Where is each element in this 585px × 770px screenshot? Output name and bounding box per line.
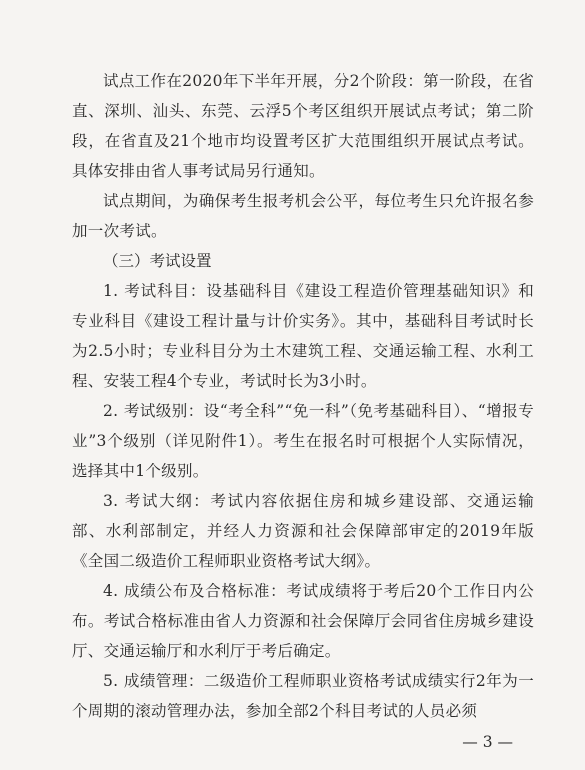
item-exam-levels: 2. 考试级别：设“考全科”“免一科”（免考基础科目）、“增报专业”3个级别（详见附件1）。考生在报名时可根据个人实际情况，选择其中1个级别。 <box>72 402 534 480</box>
paragraph-pilot-fairness: 试点期间，为确保考生报考机会公平，每位考生只允许报名参加一次考试。 <box>72 192 534 240</box>
item-score-release: 4. 成绩公布及合格标准：考试成绩将于考后20个工作日内公布。考试合格标准由省人力资源和社会保障厅会同省住房城乡建设厅、交通运输厅和水利厅于考后确定。 <box>72 582 534 660</box>
section-heading-exam-setup: （三）考试设置 <box>103 252 212 270</box>
item-exam-syllabus: 3. 考试大纲：考试内容依据住房和城乡建设部、交通运输部、水利部制定，并经人力资源和社会保障部审定的2019年版《全国二级造价工程师职业资格考试大纲》。 <box>72 492 534 570</box>
paragraph-pilot-schedule: 试点工作在2020年下半年开展，分2个阶段：第一阶段，在省直、深圳、汕头、东莞、云浮5个考区组织开展试点考试；第二阶段，在省直及21个地市均设置考区扩大范围组织开展试点考试。具体安排由省人事考试局另行通知。 <box>72 72 534 180</box>
page-number: — 3 — <box>462 733 513 751</box>
item-score-management: 5. 成绩管理：二级造价工程师职业资格考试成绩实行2年为一个周期的滚动管理办法，参加全部2个科目考试的人员必须 <box>72 672 534 720</box>
item-exam-subjects: 1. 考试科目：设基础科目《建设工程造价管理基础知识》和专业科目《建设工程计量与计价实务》。其中，基础科目考试时长为2.5小时；专业科目分为土木建筑工程、交通运输工程、水利工程、安装工程4个专业，考试时长为3小时。 <box>72 282 534 390</box>
